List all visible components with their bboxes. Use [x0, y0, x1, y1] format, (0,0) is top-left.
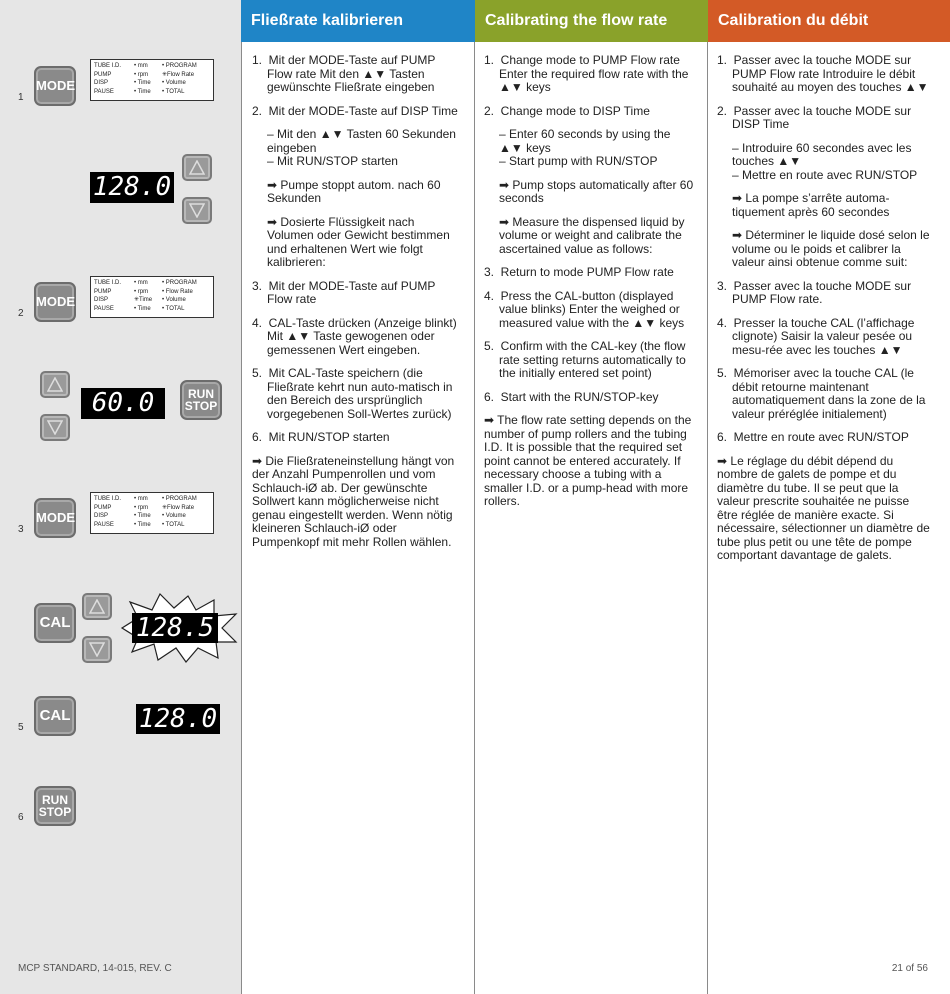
step-6: 6. Start with the RUN/STOP-key [484, 389, 659, 404]
step-2-details [484, 128, 696, 169]
panel-text: • rpm [134, 288, 149, 295]
panel-text: PUMP [94, 71, 112, 78]
panel-text: • mm [134, 280, 148, 286]
down-arrow-icon [82, 636, 112, 663]
step-number: 2 [18, 308, 24, 319]
panel-text: TUBE I.D. [94, 496, 122, 502]
note: ➡ Dosierte Flüssigkeit nach Volumen oder Gewicht bestimmen und erhaltenen Wert wie folgt kalibrieren: [267, 214, 450, 269]
step-5: 5. Confirm with the CAL-key (the flow rate setting returns automatically to the initially entered set point) [484, 339, 686, 380]
down-arrow-icon [40, 414, 70, 441]
step-5: 5. Mémoriser avec la touche CAL (le débit retourne maintenant automatiquement dans la zone de la valeur préréglée initialement) [717, 366, 926, 421]
note: ➡ The flow rate setting depends on the number of pump rollers and the tubing I.D. It is possible that the required set point cannot be entered accurately. If necessary choose a tubing with a smaller I.D. or a pump-head with more rollers. [484, 413, 692, 508]
panel-text: • Flow Rate [162, 288, 193, 295]
note: ➡ Le réglage du débit dépend du nombre de galets de pompe et du diamètre du tube. Il se peut que la valeur prescrite souhaitée ne puisse être réglée de manière exacte. Si nécessaire, sélectionner un diamètre de tube plus petit ou une tête de pompe comportant davantage de galets. [717, 453, 930, 562]
panel-text: • Time [134, 521, 151, 528]
document-id: MCP STANDARD, 14-015, REV. C [18, 963, 172, 974]
column-divider [707, 42, 708, 994]
note: ➡ Déterminer le liquide dosé selon le volume ou le poids et calibrer la valeur ainsi obtenue comme suit: [732, 228, 930, 269]
lcd-display-blinking: 128.5 [132, 613, 218, 643]
panel-text: ✳Flow Rate [162, 71, 195, 78]
panel-text: DISP [94, 513, 109, 520]
panel-text: • mm [134, 496, 148, 502]
run-stop-button [34, 786, 76, 826]
step-3: 3. Return to mode PUMP Flow rate [484, 265, 674, 279]
note: ➡ Pumpe stoppt autom. nach 60 Sekunden [267, 177, 441, 205]
note: ➡ Measure the dispensed liquid by volume or weight and calibrate the ascertained value as follows: [499, 214, 685, 256]
step-3: 3. Mit der MODE-Taste auf PUMP Flow rate [252, 278, 436, 306]
sub-step: – Start pump with RUN/STOP [499, 154, 658, 168]
step-number: 3 [18, 524, 24, 535]
step-4: 4. Press the CAL-button (displayed value blinks) Enter the weighed or measured value with the ▲▼ keys [484, 288, 685, 330]
sub-step: – Introduire 60 secondes avec les touches ▲▼ [732, 140, 912, 168]
stop-label: STOP [184, 399, 218, 413]
panel-text: DISP [94, 297, 109, 304]
mode-panel [90, 59, 214, 101]
page-number: 21 of 56 [891, 963, 928, 974]
panel-text: • PROGRAM [162, 63, 197, 69]
mode-panel [90, 492, 214, 534]
stop-label: STOP [38, 805, 72, 819]
panel-text: PAUSE [94, 88, 114, 95]
mode-button: MODE [34, 66, 76, 106]
french-column [717, 54, 932, 573]
cal-button: CAL [34, 603, 76, 643]
panel-text: • TOTAL [162, 521, 185, 528]
german-column [252, 54, 462, 559]
panel-text: • Time [134, 305, 151, 312]
down-arrow-icon [182, 197, 212, 224]
mode-button: MODE [34, 498, 76, 538]
lcd-display: 128.0 [136, 704, 220, 734]
panel-text: PAUSE [94, 521, 114, 528]
column-divider [241, 42, 242, 994]
panel-text: • TOTAL [162, 305, 185, 312]
step-number: 6 [18, 812, 24, 823]
panel-text: ✳Flow Rate [162, 504, 195, 511]
cal-button: CAL [34, 696, 76, 736]
up-arrow-icon [82, 593, 112, 620]
step-2-details [252, 128, 462, 169]
note: ➡ Pump stops automatically after 60 seconds [499, 177, 694, 205]
run-label: RUN [42, 793, 68, 807]
step-3: 3. Passer avec la touche MODE sur PUMP Flow rate. [717, 278, 912, 306]
header-english: Calibrating the flow rate [475, 0, 708, 42]
panel-text: TUBE I.D. [94, 280, 122, 286]
panel-text: • Volume [162, 297, 186, 304]
sub-step: – Mettre en route avec RUN/STOP [732, 167, 918, 182]
panel-text: • rpm [134, 71, 149, 78]
mode-panel [90, 276, 214, 318]
panel-text: ✳Time [134, 297, 153, 304]
step-number: 5 [18, 722, 24, 733]
panel-text: • Time [134, 513, 151, 520]
run-label: RUN [188, 387, 214, 401]
lcd-display: 128.0 [90, 172, 174, 203]
mode-button: MODE [34, 282, 76, 322]
panel-text: PUMP [94, 504, 112, 511]
step-1: 1. Mit der MODE-Taste auf PUMP Flow rate Mit den ▲▼ Tasten gewünschte Fließrate eingeben [252, 53, 436, 94]
header-german: Fließrate kalibrieren [241, 0, 475, 42]
sub-step: – Mit RUN/STOP starten [267, 154, 398, 168]
panel-text: TUBE I.D. [94, 63, 122, 69]
header-french: Calibration du débit [708, 0, 950, 42]
step-4: 4. CAL-Taste drücken (Anzeige blinkt) Mit ▲▼ Taste gewogenen oder gemessenen Wert eingeben. [252, 315, 457, 357]
illustration-sidebar [0, 0, 241, 994]
panel-text: PAUSE [94, 305, 114, 312]
run-stop-button [180, 380, 222, 420]
sub-step: – Enter 60 seconds by using the ▲▼ keys [499, 127, 671, 155]
panel-text: • Volume [162, 80, 186, 87]
step-2: 2. Mit der MODE-Taste auf DISP Time [252, 103, 458, 118]
note: ➡ Die Fließrateneinstellung hängt von der Anzahl Pumpenrollen und vom Schlauch-iØ ab. Der gewünschte Sollwert kann möglicherweise nicht genau eingestellt werden. Wenn nötig kleineren Schlauch-iØ oder Pumpenkopf mit mehr Rollen wählen. [252, 453, 455, 549]
panel-text: • PROGRAM [162, 496, 197, 502]
step-1: 1. Change mode to PUMP Flow rate Enter the required flow rate with the ▲▼ keys [484, 53, 689, 94]
panel-text: DISP [94, 80, 109, 87]
step-2: 2. Passer avec la touche MODE sur DISP Time [717, 103, 912, 131]
note: ➡ La pompe s’arrête automa-tiquement après 60 secondes [732, 191, 890, 219]
step-number: 1 [18, 92, 24, 103]
panel-text: • Time [134, 88, 151, 95]
step-5: 5. Mit CAL-Taste speichern (die Fließrate kehrt nun auto-matisch in den Bereich des ursprünglich vorgegebenen Soll-Wertes zurück) [252, 366, 453, 421]
up-arrow-icon [182, 154, 212, 181]
step-2: 2. Change mode to DISP Time [484, 103, 650, 118]
up-arrow-icon [40, 371, 70, 398]
step-6: 6. Mit RUN/STOP starten [252, 430, 390, 444]
sub-step: – Mit den ▲▼ Tasten 60 Sekunden eingeben [267, 127, 456, 155]
column-divider [474, 42, 475, 994]
panel-text: • rpm [134, 504, 149, 511]
panel-text: • PROGRAM [162, 280, 197, 286]
step-2-details [717, 142, 932, 183]
panel-text: PUMP [94, 288, 112, 295]
panel-text: • mm [134, 63, 148, 69]
step-4: 4. Presser la touche CAL (l’affichage clignote) Saisir la valeur pesée ou mesu-rée avec les touches ▲▼ [717, 315, 915, 357]
panel-text: • TOTAL [162, 88, 185, 95]
lcd-display: 60.0 [81, 388, 165, 419]
panel-text: • Volume [162, 513, 186, 520]
step-1: 1. Passer avec la touche MODE sur PUMP Flow rate Introduire le débit souhaité au moyen des touches ▲▼ [717, 53, 929, 94]
english-column [484, 54, 696, 519]
panel-text: • Time [134, 80, 151, 87]
step-6: 6. Mettre en route avec RUN/STOP [717, 430, 909, 444]
